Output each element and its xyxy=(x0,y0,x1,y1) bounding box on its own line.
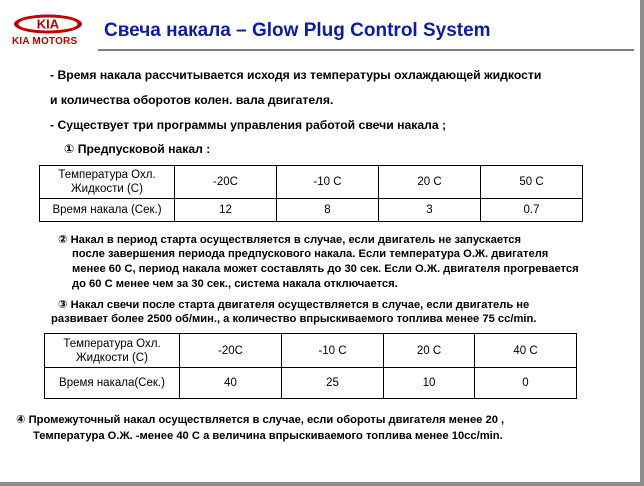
section-3-marker: ③ xyxy=(58,299,68,311)
table-header-temperature: Температура Охл. Жидкости (С) xyxy=(45,334,180,368)
intro-line-2: и количества оборотов колен. вала двигателя. xyxy=(50,93,334,107)
table-row xyxy=(45,334,577,368)
intro-line-1: - Время накала рассчитывается исходя из температуры охлаждающей жидкости xyxy=(50,68,542,82)
table-header-temperature: Температура Охл. Жидкости (С) xyxy=(40,166,175,199)
after-start-table xyxy=(44,333,577,399)
table-cell: 10 xyxy=(384,368,475,399)
section-1-heading xyxy=(64,142,210,156)
section-1-marker: ① xyxy=(64,142,75,156)
intro-line-3: - Существует три программы управления работой свечи накала ; xyxy=(50,118,447,132)
kia-logo xyxy=(12,13,86,47)
section-3-line-1 xyxy=(58,298,529,311)
table-row xyxy=(45,368,577,399)
section-4-text: Промежуточный накал осуществляется в случае, если обороты двигателя менее 20 , xyxy=(28,414,505,426)
title-divider xyxy=(98,49,634,51)
preheat-table xyxy=(39,165,583,222)
kia-logo-emblem xyxy=(12,13,84,35)
table-cell: -10 C xyxy=(277,166,379,199)
table-cell: -10 C xyxy=(282,334,384,368)
section-2-marker: ② xyxy=(58,234,68,246)
section-4-line-2: Температура О.Ж. -менее 40 С а величина впрыскиваемого топлива менее 10cc/min. xyxy=(33,430,503,442)
table-row xyxy=(40,166,583,199)
table-cell: 40 C xyxy=(475,334,577,368)
table-cell: 20 C xyxy=(379,166,481,199)
section-4-marker: ④ xyxy=(16,414,26,426)
section-2-line-4: до 60 С менее чем за 30 сек., система накала отключается. xyxy=(72,278,398,290)
section-2-line-1 xyxy=(58,233,521,246)
table-header-time: Время накала (Сек.) xyxy=(40,199,175,222)
table-cell: -20C xyxy=(180,334,282,368)
table-cell: 50 C xyxy=(481,166,583,199)
table-cell: -20C xyxy=(175,166,277,199)
slide-title: Свеча накала – Glow Plug Control System xyxy=(104,20,491,41)
svg-text:KIA: KIA xyxy=(36,16,60,32)
table-cell: 12 xyxy=(175,199,277,222)
section-2-line-2: после завершения периода предпускового накала. Если температура О.Ж. двигателя xyxy=(72,248,549,260)
table-cell: 0 xyxy=(475,368,577,399)
table-cell: 40 xyxy=(180,368,282,399)
section-2-text: Накал в период старта осуществляется в случае, если двигатель не запускается xyxy=(70,234,521,246)
table-cell: 0.7 xyxy=(481,199,583,222)
logo-caption: KIA MOTORS xyxy=(12,36,78,47)
section-1-title: Предпусковой накал : xyxy=(77,142,211,156)
section-2-line-3: менее 60 С, период накала может составлять до 30 сек. Если О.Ж. двигателя прогревается xyxy=(72,263,579,275)
table-row xyxy=(40,199,583,222)
section-3-line-2: развивает более 2500 об/мин., а количество впрыскиваемого топлива менее 75 cc/min. xyxy=(51,313,537,325)
table-header-time: Время накала(Сек.) xyxy=(45,368,180,399)
table-cell: 25 xyxy=(282,368,384,399)
table-cell: 3 xyxy=(379,199,481,222)
table-cell: 8 xyxy=(277,199,379,222)
section-3-text: Накал свечи после старта двигателя осуществляется в случае, если двигатель не xyxy=(70,299,530,311)
table-cell: 20 C xyxy=(384,334,475,368)
section-4-line-1 xyxy=(16,413,504,426)
